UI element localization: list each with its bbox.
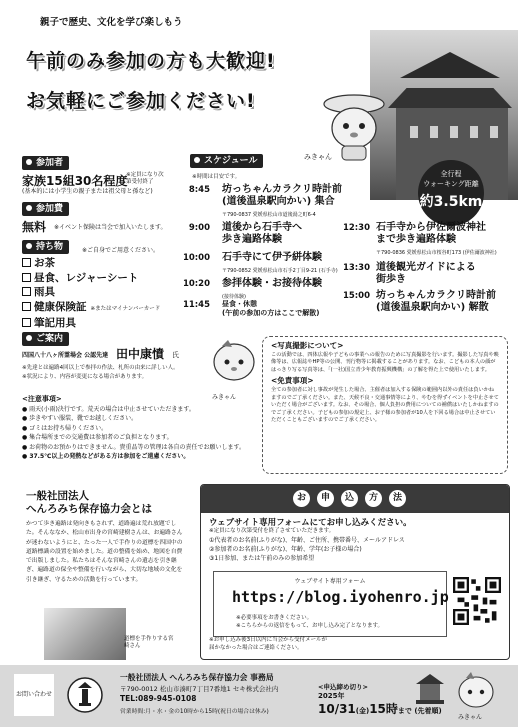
bullet-dot-icon bbox=[26, 335, 32, 341]
checkbox-icon bbox=[22, 318, 31, 327]
mikyan-mascot-icon bbox=[454, 670, 498, 710]
participants-sub: (基本的には小学生の親子または祖父母と孫など) bbox=[22, 188, 153, 195]
headline-line-1: 午前のみ参加の方も大歓迎! bbox=[26, 50, 276, 72]
footer-address: 〒790-0012 松山市湊町7丁目7番地1 セキ株式会社内 bbox=[120, 685, 279, 693]
association-photo-caption: 道標を手作りする宮崎さん bbox=[124, 636, 174, 649]
bullet-dot-icon bbox=[194, 157, 200, 163]
walk-distance-badge bbox=[418, 160, 484, 226]
application-fields: ①代表者のお名前(ふりがな)、年齢、ご住所、携帯番号、メールアドレス ②参加者のお名前(ふりがな)、年齢、学年(お子様の場合) ③1日参加、または午前のみの参加希望 bbox=[209, 537, 405, 562]
application-heading: お 申 込 方 法 bbox=[201, 485, 509, 513]
list-item: お茶 bbox=[22, 256, 160, 271]
list-item: 雨具 bbox=[22, 285, 160, 300]
schedule-label: スケジュール bbox=[190, 154, 263, 168]
list-item: 昼食、レジャーシート bbox=[22, 271, 160, 286]
checkbox-icon bbox=[22, 302, 31, 311]
guide-name: 田中康憤 bbox=[116, 347, 165, 361]
belongings-note: ※ご自身でご用意ください。 bbox=[82, 247, 160, 254]
participants-main: 家族15組30名程度 bbox=[22, 174, 128, 188]
form-url-label: ウェブサイト専用フォーム bbox=[294, 578, 366, 585]
mikyan-mascot-icon bbox=[208, 338, 260, 388]
qr-code-icon[interactable] bbox=[453, 577, 501, 625]
contact-label: お問い合わせ bbox=[14, 674, 54, 716]
deadline-label: <申込締め切り> bbox=[318, 683, 368, 691]
application-foot-notes: ※お申し込み後3日以内に当会から受付メールが 届かなかった場合はご連絡ください。 bbox=[209, 637, 327, 651]
mascot-caption: みきゃん bbox=[304, 153, 332, 161]
belongings-label: 持ち物 bbox=[22, 240, 69, 254]
checkbox-icon bbox=[22, 273, 31, 282]
deadline-date: 10/31(金)15時まで (先着順) bbox=[318, 702, 442, 716]
bullet-dot-icon bbox=[26, 243, 32, 249]
guide-label: ご案内 bbox=[22, 332, 69, 346]
walk-badge-line1: 全行程 bbox=[440, 170, 462, 178]
footer-org: 一般社団法人 へんろみち保存協力会 事務局 bbox=[120, 673, 274, 682]
cautions: <注意事項> ● 雨天(小雨)決行です。荒天の場合は中止させていただきます。 ● 歩きやすい服装、靴でお越しください。 ● ゴミはお持ち帰りください。 ● 集合場所までの交通費は参加者のご負担となります。 ● お荷物のお預かりはできません。貴重品等の管理は各自の責任でお願いします。 ● 37.5℃以上の発熱などがある方は参加をご遠慮ください。 bbox=[22, 395, 246, 460]
walk-badge-distance: 約3.5km bbox=[419, 194, 483, 210]
deadline-year: 2025年 bbox=[318, 692, 345, 700]
bullet-dot-icon bbox=[26, 159, 32, 165]
schedule-note: ※時間は目安です。 bbox=[192, 174, 241, 180]
participants-label: 参加者 bbox=[22, 156, 69, 170]
fee-label: 参加費 bbox=[22, 202, 69, 216]
association-logo-icon bbox=[66, 676, 104, 714]
guide-honorific: 氏 bbox=[172, 351, 179, 359]
shrine-icon bbox=[412, 672, 448, 706]
guide-notes: ※先達とは遍路4回以上で参拝の作法、札所の由来に詳しい人。 ※状況により、内容が変更になる場合があります。 bbox=[22, 365, 179, 380]
list-item: 健康保険証 ※またはマイナンバーカード bbox=[22, 300, 160, 317]
guide-org: 四国八十八ヶ所霊場会 公認先達 bbox=[22, 352, 109, 359]
form-url-link[interactable]: https://blog.iyohenro.jp bbox=[232, 588, 449, 606]
walk-badge-line2: ウォーキング距離 bbox=[423, 180, 479, 188]
application-lead: ウェブサイト専用フォームにてお申し込みください。 bbox=[209, 518, 412, 528]
fee-note: ※イベント保険は当会で加入いたします。 bbox=[54, 224, 167, 231]
checkbox-icon bbox=[22, 287, 31, 296]
form-url-box bbox=[213, 571, 447, 637]
association-body: かつて歩き遍路は発向きもされず、道路遍は荒れ放題でした。そんななか、松山市出身の宮崎建樹さんは、お遍路さんが迷わないようにと、たった一人で手作りの道標を四国中の道路標識の設置を始めました。道の整備を始め、地図を自費で出版しました。私たちはそんな宮崎さんの遺志を引き継ぎ、遍路道の保全や整備を行いながら、大切な地域の文化を引き継ぎ、守るための活動を行っています。 bbox=[26, 521, 183, 583]
belongings-list bbox=[22, 256, 160, 331]
checkbox-icon bbox=[22, 258, 31, 267]
mascot-caption: みきゃん bbox=[458, 714, 483, 721]
bullet-dot-icon bbox=[26, 205, 32, 211]
application-section bbox=[200, 484, 510, 660]
mascot-caption: みきゃん bbox=[212, 394, 237, 401]
tagline: 親子で歴史、文化を学び楽しもう bbox=[40, 17, 183, 28]
footer-tel: TEL:089-945-0108 bbox=[120, 694, 197, 703]
photo-disclaimer-box: <写真撮影について> この活動では、四体広報や子どもの事業への報告のために写真撮影を行います。撮影した写真や映像等は、広報誌やHP等の公開、刊行物等に掲載することがあります。なお、こどもの本人の顔がはっきり写る写真等は、「(一社)国立青少年教育振興機構」の了解を得た上で使用いたします。 <免責事項> 全ての参加者に対し事故が発生した場合、主催者は加入する保険の範囲内以外の責任は負いかねますのでご了承ください。また、天候不良・交通事情等により、やむを得ずイベントを中止させていただく場合がございます。なお、その場合、個人負担の費用についての補償はいたしかねますのでご了承ください。子どもの参加の規定上、お子様の参加者が10人を下回る場合は中止させていただくこともございますのでご了承ください。 bbox=[262, 336, 508, 474]
list-item: 筆記用具 bbox=[22, 316, 160, 331]
application-lead-note: ※定員になり次第受付を終了させていただきます。 bbox=[209, 528, 335, 534]
headline-line-2: お気軽にご参加ください! bbox=[26, 90, 256, 112]
insurance-note: ※またはマイナンバーカード bbox=[90, 305, 161, 312]
form-url-notes: ※必要事項をお書きください。 ※こちらからの返信をもって、お申し込み完了となります。 bbox=[236, 615, 384, 629]
participants-note: ※定員になり次第受付終了 bbox=[126, 172, 164, 185]
association-title: 一般社団法人 へんろみち保存協力会とは bbox=[26, 490, 152, 515]
footer-hours: 営業時間:月・水・金の10時から15時(祝日の場合は休み) bbox=[120, 709, 269, 715]
association-photo bbox=[44, 608, 126, 660]
fee-main: 無料 bbox=[22, 220, 47, 234]
